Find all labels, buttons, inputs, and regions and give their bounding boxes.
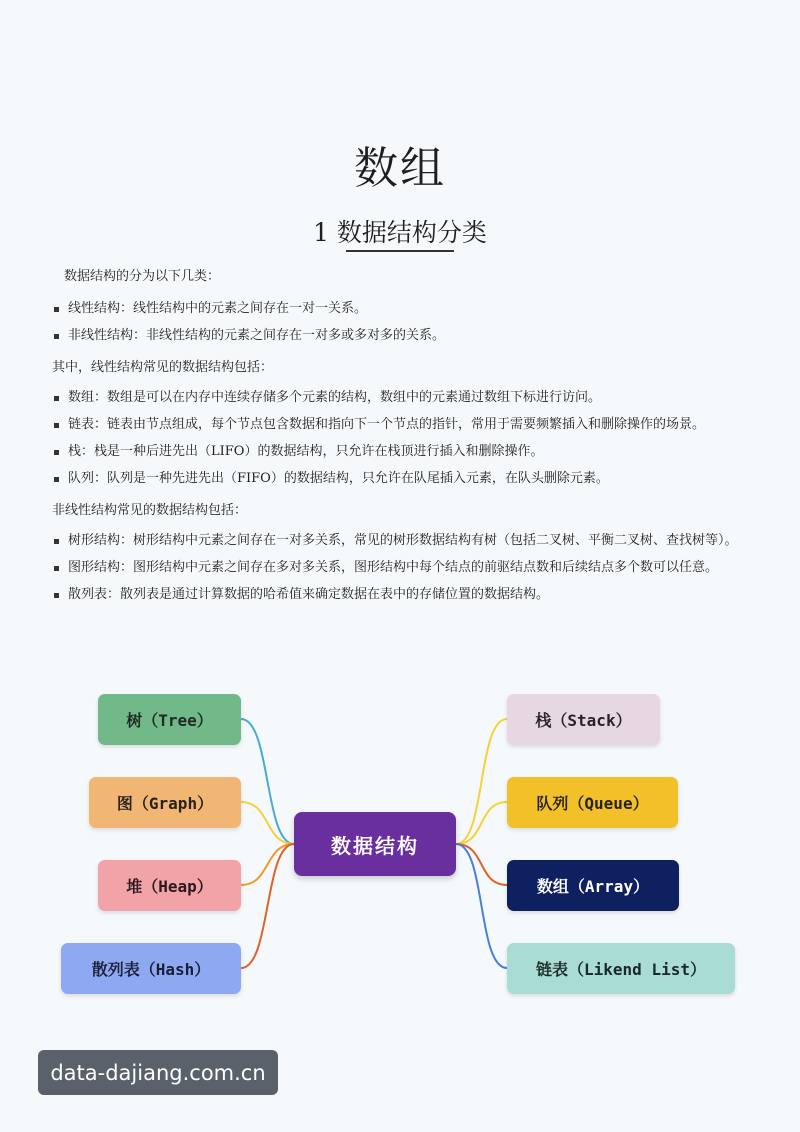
connector-right-1 <box>456 802 507 844</box>
section-title: 1 数据结构分类 <box>313 218 487 247</box>
section-underline <box>346 250 454 252</box>
connector-right-2 <box>456 844 507 885</box>
article-body <box>52 262 752 616</box>
list-item-stack: 栈：栈是一种后进先出（LIFO）的数据结构，只允许在栈顶进行插入和删除操作。 <box>52 441 752 463</box>
connector-left-0 <box>241 719 294 844</box>
list-item-hash: 散列表：散列表是通过计算数据的哈希值来确定数据在表中的存储位置的数据结构。 <box>52 584 752 606</box>
node-queue: 队列（Queue） <box>507 777 678 828</box>
list-item-tree: 树形结构：树形结构中元素之间存在一对多关系，常见的树形数据结构有树（包括二叉树、平衡二叉树、查找树等）。 <box>52 530 752 552</box>
mind-map-center: 数据结构 <box>294 812 456 876</box>
list-item-queue: 队列：队列是一种先进先出（FIFO）的数据结构，只允许在队尾插入元素，在队头删除元素。 <box>52 468 752 490</box>
list-item-linked-list: 链表：链表由节点组成，每个节点包含数据和指向下一个节点的指针，常用于需要频繁插入和删除操作的场景。 <box>52 414 752 436</box>
linear-list <box>52 387 752 490</box>
watermark: data-dajiang.com.cn <box>38 1050 278 1095</box>
page-title: 数组 <box>354 143 446 194</box>
node-heap: 堆（Heap） <box>98 860 241 911</box>
connector-left-2 <box>241 844 294 885</box>
nonlinear-list <box>52 530 752 606</box>
nonlinear-intro: 非线性结构常见的数据结构包括： <box>52 503 248 518</box>
mind-map <box>55 685 745 1010</box>
list-item-graph: 图形结构：图形结构中元素之间存在多对多关系，图形结构中每个结点的前驱结点数和后续结点多个数可以任意。 <box>52 557 752 579</box>
category-item-nonlinear: 非线性结构：非线性结构的元素之间存在一对多或多对多的关系。 <box>52 325 752 347</box>
node-array: 数组（Array） <box>507 860 679 911</box>
connector-right-0 <box>456 719 507 844</box>
node-graph: 图（Graph） <box>89 777 241 828</box>
intro-paragraph: 数据结构的分为以下几类： <box>64 269 221 284</box>
connector-left-1 <box>241 802 294 844</box>
node-tree: 树（Tree） <box>98 694 241 745</box>
node-hash: 散列表（Hash） <box>61 943 241 994</box>
category-item-linear: 线性结构：线性结构中的元素之间存在一对一关系。 <box>52 298 752 320</box>
list-item-array: 数组：数组是可以在内存中连续存储多个元素的结构，数组中的元素通过数组下标进行访问。 <box>52 387 752 409</box>
node-stack: 栈（Stack） <box>507 694 660 745</box>
category-list <box>52 298 752 347</box>
linear-intro: 其中，线性结构常见的数据结构包括： <box>52 360 274 375</box>
node-linked-list: 链表（Likend List） <box>507 943 735 994</box>
